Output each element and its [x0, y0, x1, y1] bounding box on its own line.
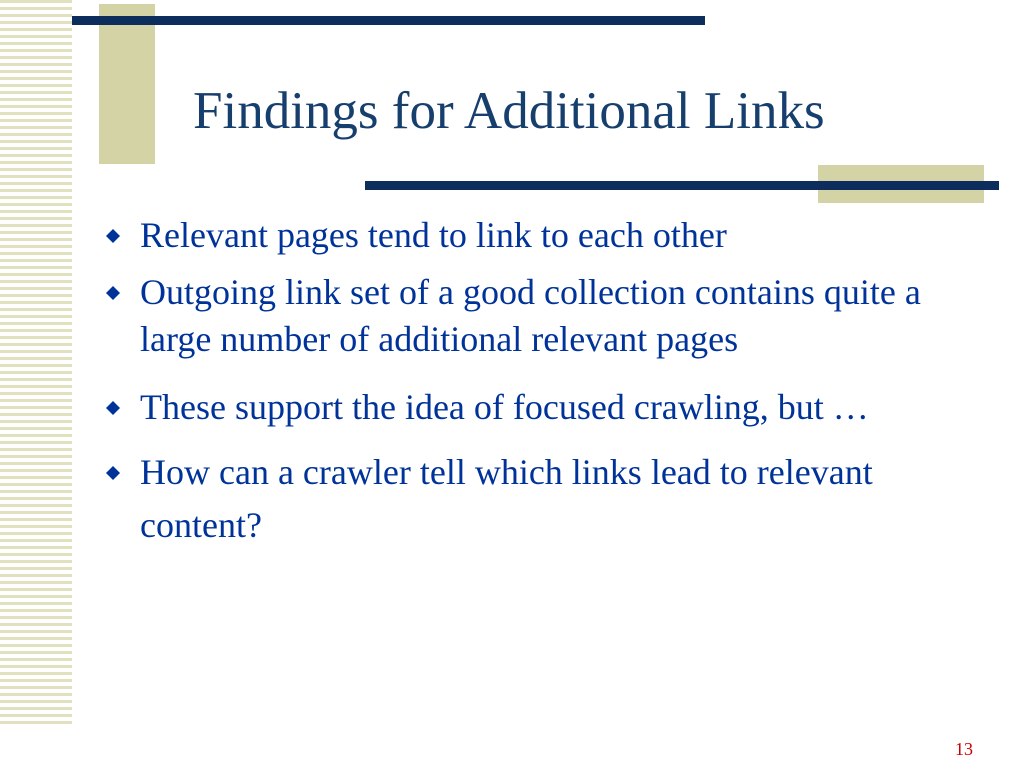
- bullet-list: [104, 212, 984, 552]
- bullet-text: Outgoing link set of a good collection contains quite a large number of additional relevant pages: [140, 272, 921, 359]
- bullet-item: [104, 381, 984, 434]
- diamond-bullet-icon: [106, 286, 120, 300]
- diamond-bullet-icon: [106, 466, 120, 480]
- decorative-stripes: [0, 0, 72, 728]
- bullet-text: These support the idea of focused crawling, but …: [140, 387, 869, 427]
- bullet-item: [104, 212, 984, 259]
- decorative-line-top: [72, 16, 705, 25]
- bullet-item: [104, 446, 984, 552]
- decorative-line-middle: [365, 181, 999, 190]
- diamond-bullet-icon: [106, 401, 120, 415]
- page-number: 13: [955, 739, 973, 759]
- diamond-bullet-icon: [106, 229, 120, 243]
- bullet-text: How can a crawler tell which links lead to relevant content?: [140, 452, 873, 545]
- decorative-olive-block-top: [99, 4, 155, 164]
- bullet-text: Relevant pages tend to link to each other: [140, 215, 727, 255]
- bullet-item: [104, 269, 984, 363]
- slide-title: Findings for Additional Links: [193, 82, 825, 140]
